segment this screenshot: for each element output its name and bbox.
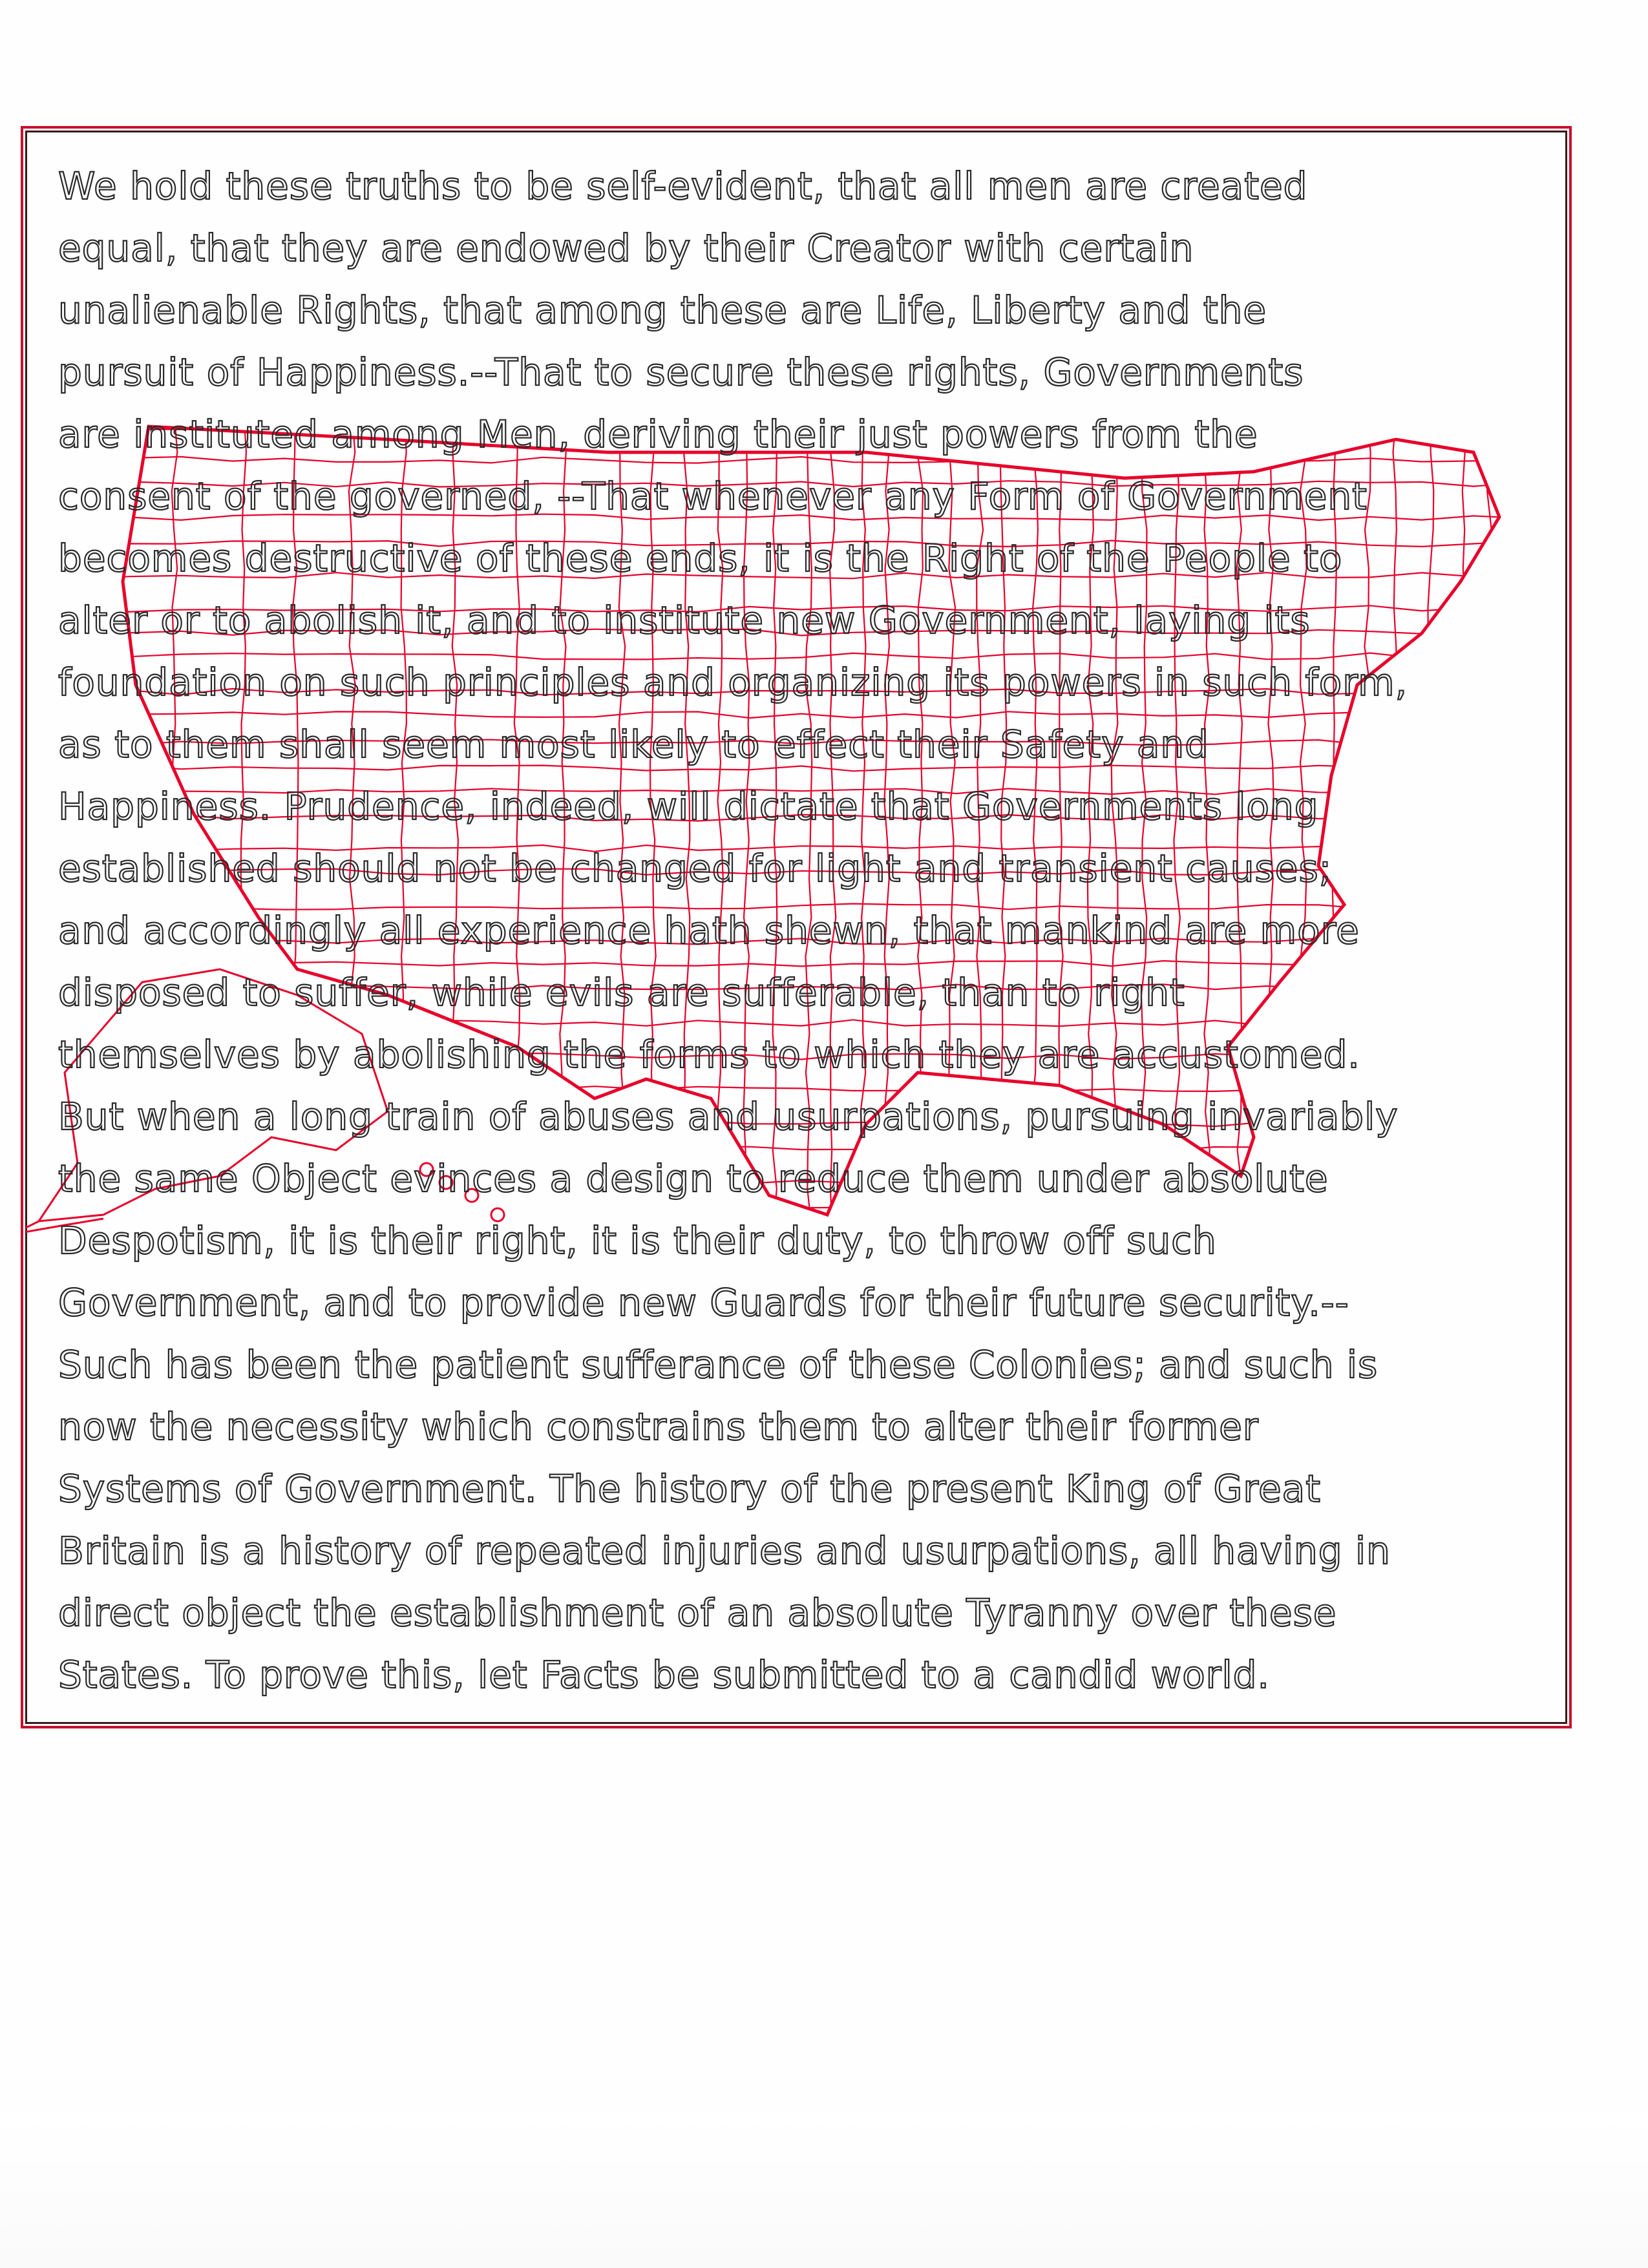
text-line: becomes destructive of these ends, it is the Right of the People to: [58, 536, 1343, 580]
text-line: are instituted among Men, deriving their just powers from the: [58, 412, 1258, 456]
text-line: established should not be changed for light and transient causes;: [58, 846, 1333, 890]
text-line: unalienable Rights, that among these are Life, Liberty and the: [58, 288, 1267, 332]
text-line: But when a long train of abuses and usurpations, pursuing invariably: [58, 1095, 1399, 1139]
text-line: Systems of Government. The history of the present King of Great: [58, 1467, 1321, 1511]
declaration-text: [58, 155, 1583, 1706]
text-line: the same Object evinces a design to reduce them under absolute: [58, 1157, 1329, 1201]
text-line: as to them shall seem most likely to effect their Safety and: [58, 722, 1209, 766]
text-line: disposed to suffer, while evils are sufferable, than to right: [58, 971, 1185, 1014]
text-line: Britain is a history of repeated injuries and usurpations, all having in: [58, 1529, 1391, 1573]
text-line: Despotism, it is their right, it is their duty, to throw off such: [58, 1219, 1217, 1263]
page-margin: [0, 2113, 1648, 2268]
text-line: themselves by abolishing the forms to which they are accustomed.: [58, 1033, 1360, 1076]
text-line: Happiness. Prudence, indeed, will dictate that Governments long: [58, 784, 1319, 828]
text-line: equal, that they are endowed by their Creator with certain: [58, 226, 1194, 270]
text-line: Such has been the patient sufferance of these Colonies; and such is: [58, 1343, 1379, 1387]
text-line: We hold these truths to be self-evident, that all men are created: [58, 164, 1308, 208]
text-line: now the necessity which constrains them to alter their former: [58, 1405, 1259, 1449]
text-line: States. To prove this, let Facts be submitted to a candid world.: [58, 1653, 1270, 1697]
text-line: alter or to abolish it, and to institute new Government, laying its: [58, 598, 1311, 642]
text-line: pursuit of Happiness.--That to secure these rights, Governments: [58, 350, 1304, 394]
text-line: direct object the establishment of an absolute Tyranny over these: [58, 1591, 1337, 1635]
text-line: and accordingly all experience hath shewn, that mankind are more: [58, 908, 1360, 952]
text-line: Government, and to provide new Guards for their future security.--: [58, 1281, 1349, 1325]
text-line: foundation on such principles and organizing its powers in such form,: [58, 660, 1408, 704]
text-line: consent of the governed, --That whenever any Form of Government: [58, 474, 1368, 518]
